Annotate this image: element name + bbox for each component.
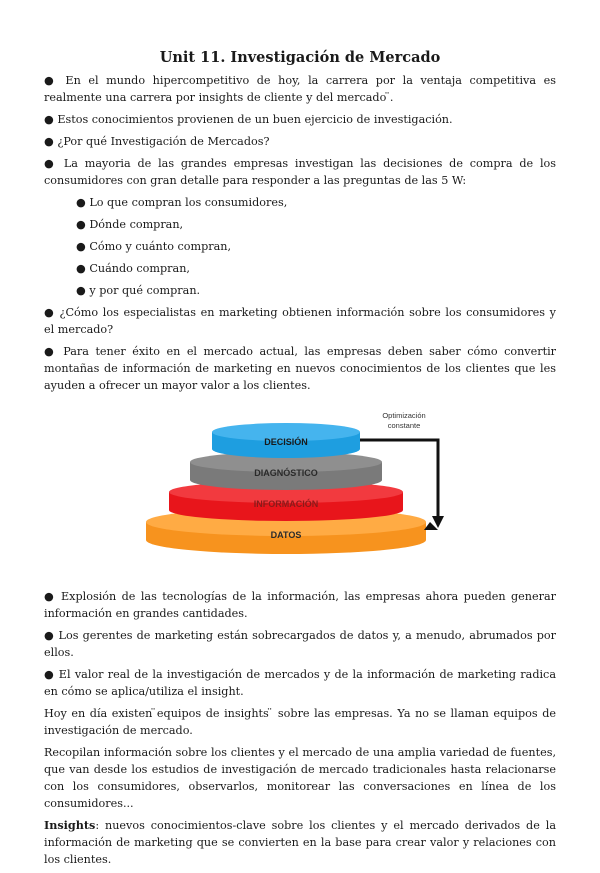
paragraph: ● Estos conocimientos provienen de un buen ejercicio de investigación. xyxy=(44,113,453,126)
decision-label: DECISIÓN xyxy=(264,437,308,447)
page-title: Unit 11. Investigación de Mercado xyxy=(159,49,441,66)
paragraph: ● El valor real de la investigación de mercados y de la información de marketing radica en cómo se aplica/utiliza el insight. xyxy=(44,668,556,698)
paragraph: ● Explosión de las tecnologías de la información, las empresas ahora pueden generar información en grandes cantidades. xyxy=(44,590,556,620)
paragraph: Hoy en día existen ̈equipos de insights ̈ sobre las empresas. Ya no se llaman equipos de investigación de mercado. xyxy=(44,707,556,737)
insights-text: : nuevos conocimientos-clave sobre los clientes y el mercado derivados de la información de marketing que se convierten en la base para crear valor y relaciones con los clientes. xyxy=(44,819,556,866)
paragraph: ● Para tener éxito en el mercado actual, las empresas deben saber cómo convertir montañas de información de marketing en nuevos conocimientos de los clientes que les ayuden a ofrecer un mayor valor a los clientes. xyxy=(44,345,556,392)
five-w-item: ● Dónde compran, xyxy=(76,218,184,231)
insights-term: Insights xyxy=(44,818,96,832)
paragraph: ● Los gerentes de marketing están sobrecargados de datos y, a menudo, abrumados por ellos. xyxy=(44,629,556,659)
pyramid-diagram xyxy=(142,404,458,574)
optimization-label-1: Optimización xyxy=(382,411,426,420)
five-w-item: ● Cuándo compran, xyxy=(76,262,190,275)
optimization-label-2: constante xyxy=(387,421,421,430)
diagnostico-label: DIAGNÓSTICO xyxy=(254,468,318,478)
five-w-item: ● y por qué compran. xyxy=(76,284,201,297)
paragraph: ● La mayoria de las grandes empresas investigan las decisiones de compra de los consumidores con gran detalle para responder a las preguntas de las 5 W: xyxy=(44,157,556,187)
paragraph: ● ¿Cómo los especialistas en marketing obtienen información sobre los consumidores y el mercado? xyxy=(44,306,556,336)
informacion-label: INFORMACIÓN xyxy=(253,499,319,509)
datos-label: DATOS xyxy=(270,530,302,540)
five-w-item: ● Cómo y cuánto compran, xyxy=(76,240,232,253)
paragraph: ● En el mundo hipercompetitivo de hoy, la carrera por la ventaja competitiva es realmente una carrera por insights de cliente y del mercado ̈. xyxy=(44,74,556,104)
insights-definition xyxy=(44,817,556,868)
paragraph: ● ¿Por qué Investigación de Mercados? xyxy=(44,135,270,148)
five-w-item: ● Lo que compran los consumidores, xyxy=(76,196,288,209)
paragraph: Recopilan información sobre los clientes y el mercado de una amplia variedad de fuentes, que van desde los estudios de investigación de mercado tradicionales hasta relacionarse con los consumidores, observarlos, monitorear las conversaciones en línea de los consumidores... xyxy=(44,746,556,810)
document-page xyxy=(44,48,556,873)
